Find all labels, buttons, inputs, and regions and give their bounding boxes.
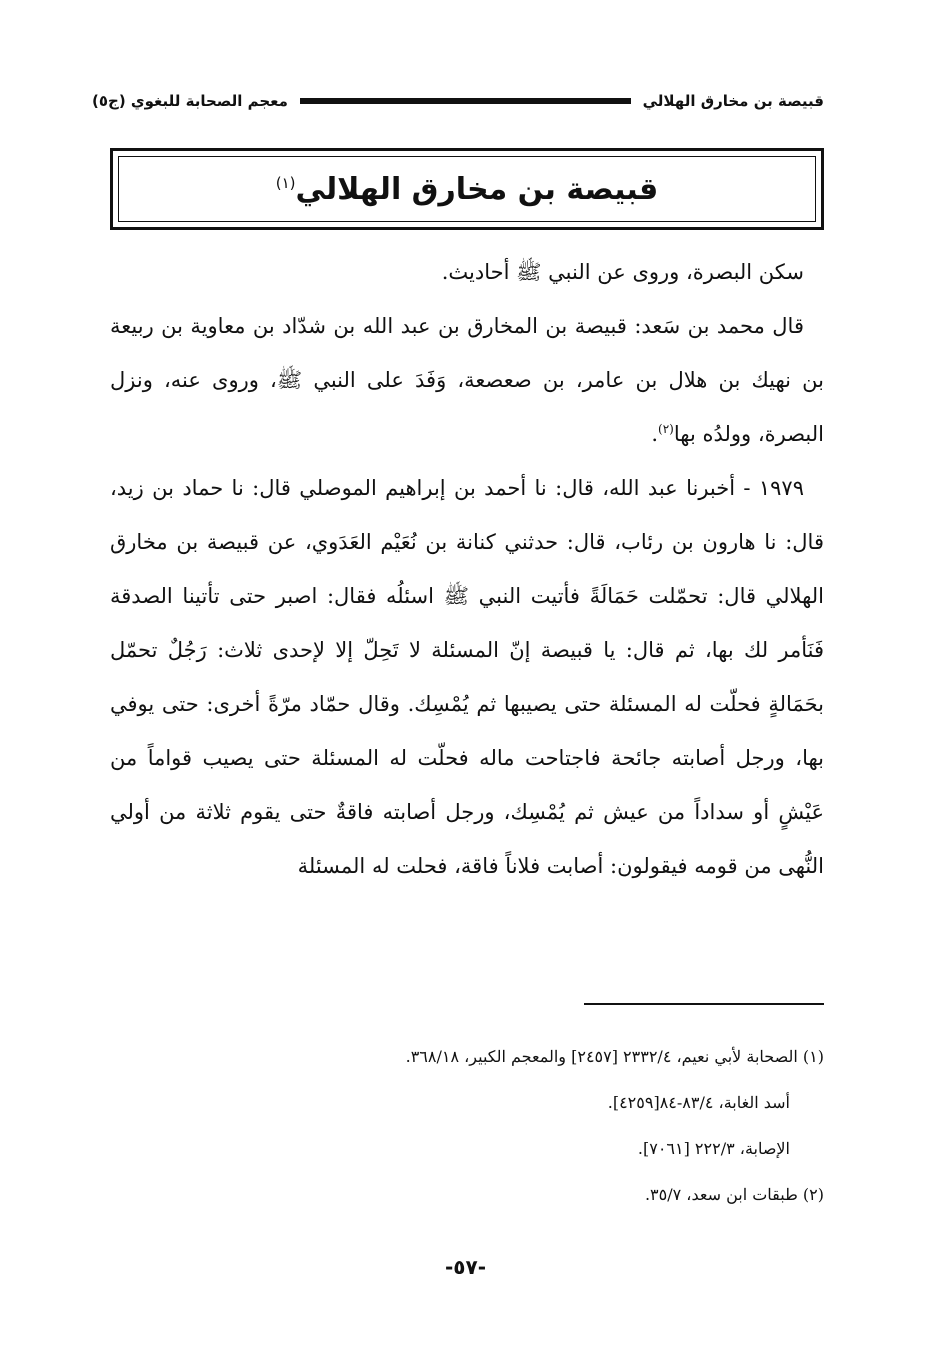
entry-title-text: قبيصة بن مخارق الهلالي — [295, 171, 659, 207]
entry-title-footnote-marker: (١) — [275, 173, 296, 192]
running-header-book-title: معجم الصحابة للبغوي (ج٥) — [92, 92, 288, 110]
entry-title-inner-frame — [118, 156, 816, 222]
entry-title — [276, 172, 659, 207]
footnote-1: (١) الصحابة لأبي نعيم، ٢٣٣٢/٤ [٢٤٥٧] والمعجم الكبير، ٣٦٨/١٨. — [405, 1047, 824, 1066]
footnote-2: (٢) طبقات ابن سعد، ٣٥/٧. — [644, 1185, 824, 1204]
body-paragraph-2-text: قال محمد بن سَعد: قبيصة بن المخارق بن عبد الله بن شدّاد بن معاوية بن ربيعة بن نهيك بن هلال بن عامر، بن صعصعة، وَفَدَ على النبي ﷺ، وروى عنه، ونزل البصرة، وولدُه بها — [110, 314, 824, 446]
footnote-1-continuation-a: أسد الغابة، ٨٣/٤-٨٤[٤٢٥٩]. — [607, 1093, 790, 1112]
page-number: -٥٧- — [444, 1255, 487, 1279]
footnote-1-continuation-b: الإصابة، ٢٢٢/٣ [٧٠٦١]. — [637, 1139, 790, 1158]
running-header-entry-name: قبيصة بن مخارق الهلالي — [642, 92, 824, 110]
entry-title-box — [110, 148, 824, 230]
body-text — [110, 245, 824, 893]
footnote-separator — [584, 1003, 824, 1005]
running-header — [92, 88, 824, 114]
body-paragraph-1: سكن البصرة، وروى عن النبي ﷺ أحاديث. — [441, 260, 804, 284]
footnotes — [110, 1034, 824, 1218]
body-paragraph-2-end: . — [651, 422, 659, 446]
body-paragraph-2 — [110, 299, 824, 461]
footnote-ref-2: (٢) — [658, 422, 674, 436]
running-header-rule — [300, 98, 631, 104]
body-paragraph-3: ١٩٧٩ - أخبرنا عبد الله، قال: نا أحمد بن إبراهيم الموصلي قال: نا حماد بن زيد، قال: نا هارون بن رئاب، قال: حدثني كنانة بن نُعَيْم العَدَوي، عن قبيصة بن مخارق الهلالي قال: تحمّلت حَمَالَةً فأتيت النبي ﷺ اسئلُه فقال: اصبر حتى تأتينا الصدقة فَنَأمر لك بها، ثم قال: يا قبيصة إنّ المسئلة لا تَحِلّ إلا لإحدى ثلاث: رَجُلٌ تحمّل بحَمَالةٍ فحلّت له المسئلة حتى يصيبها ثم يُمْسِك. وقال حمّاد مرّةً أخرى: حتى يوفي بها، ورجل أصابته جائحة فاجتاحت ماله فحلّت له المسئلة حتى يصيب قواماً من عَيْشٍ أو سداداً من عيش ثم يُمْسِك، ورجل أصابته فاقةٌ حتى يقوم ثلاثة من أولي النُّهى من قومه فيقولون: أصابت فلاناً فاقة، فحلت له المسئلة — [110, 476, 824, 878]
